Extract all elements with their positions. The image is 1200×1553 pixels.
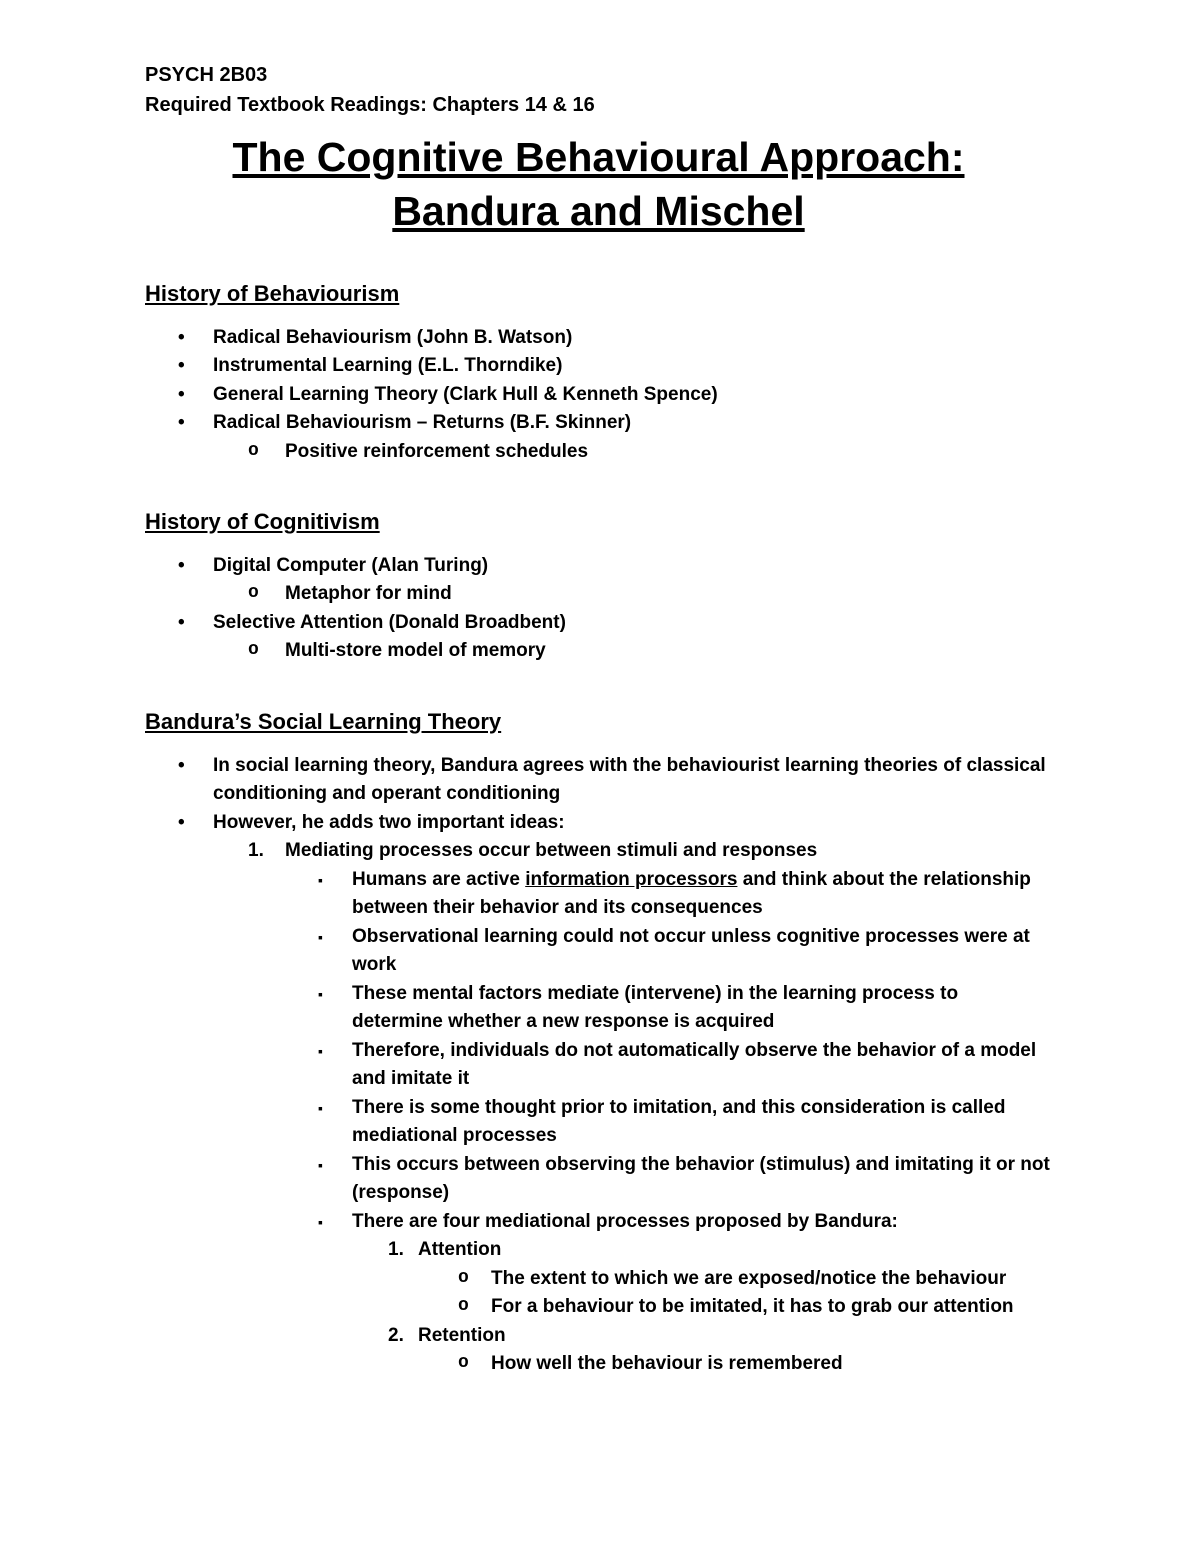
readings-line: Required Textbook Readings: Chapters 14 & 16 (145, 94, 595, 116)
list-item (178, 409, 1052, 438)
doc-header (145, 60, 1052, 120)
list-item-text: Therefore, individuals do not automatically observe the behavior of a model and imitate it (352, 1039, 1037, 1089)
bullet-marker: • (178, 611, 185, 633)
number-marker: 1. (248, 840, 264, 861)
list-item (458, 1265, 1052, 1294)
bullet-marker: • (178, 554, 185, 576)
bullet-marker: • (178, 412, 185, 434)
document-title-line-2: Bandura and Mischel (392, 188, 805, 235)
list-item-text: Instrumental Learning (E.L. Thorndike) (213, 355, 563, 377)
list-item (388, 1322, 1052, 1351)
sections-container (145, 280, 1052, 1378)
list-item (178, 609, 1052, 638)
square-marker: ▪ (318, 871, 323, 888)
list-item-text: In social learning theory, Bandura agrees with the behaviourist learning theories of classical conditioning and operant conditioning (213, 754, 1046, 804)
list-item (178, 809, 1052, 838)
list-item-text: Radical Behaviourism – Returns (B.F. Skinner) (213, 412, 632, 434)
square-marker: ▪ (318, 1156, 323, 1173)
list-item (318, 1094, 1052, 1151)
section-heading: History of Cognitivism (145, 509, 380, 535)
document-title (145, 130, 1052, 238)
bullet-marker: • (178, 754, 185, 776)
list-item-text: There is some thought prior to imitation, and this consideration is called mediational processes (352, 1096, 1006, 1146)
list-item-text: Metaphor for mind (285, 583, 452, 605)
list-item-text: This occurs between observing the behavior (stimulus) and imitating it or not (response) (352, 1153, 1050, 1203)
list-item-text: Multi-store model of memory (285, 640, 546, 662)
circle-marker: o (458, 1296, 469, 1316)
text-segment: Humans are active (352, 868, 526, 890)
square-marker: ▪ (318, 1042, 323, 1059)
list-item (318, 1151, 1052, 1208)
list-item (178, 381, 1052, 410)
square-marker: ▪ (318, 1213, 323, 1230)
list-item-text: These mental factors mediate (intervene) in the learning process to determine whether a new response is acquired (352, 982, 959, 1032)
document-section (145, 508, 1052, 666)
list-item-text: Retention (418, 1324, 506, 1346)
square-marker: ▪ (318, 985, 323, 1002)
list-item-text: Radical Behaviourism (John B. Watson) (213, 326, 573, 348)
list-item (458, 1350, 1052, 1379)
list-item-text: How well the behaviour is remembered (491, 1353, 843, 1374)
number-marker: 2. (388, 1324, 404, 1346)
list-item-text (352, 866, 1052, 923)
document-section (145, 708, 1052, 1379)
document-section (145, 280, 1052, 466)
list-item (178, 352, 1052, 381)
bullet-marker: • (178, 811, 185, 833)
square-marker: ▪ (318, 928, 323, 945)
list-item-text: However, he adds two important ideas: (213, 811, 565, 833)
list-item-text: General Learning Theory (Clark Hull & Kenneth Spence) (213, 383, 718, 405)
course-code: PSYCH 2B03 (145, 64, 268, 86)
circle-marker: o (248, 640, 259, 661)
list-item (178, 324, 1052, 353)
list-item-text: Attention (418, 1239, 502, 1260)
circle-marker: o (248, 440, 259, 461)
list-item (248, 580, 1052, 609)
list-item-text: Selective Attention (Donald Broadbent) (213, 611, 566, 633)
list-item (388, 1236, 1052, 1265)
square-marker: ▪ (318, 1099, 323, 1116)
list-item (318, 923, 1052, 980)
number-marker: 1. (388, 1239, 404, 1260)
list-item-text: Positive reinforcement schedules (285, 440, 589, 462)
list-item (248, 637, 1052, 666)
text-segment: and think about the relationship between their behavior and its consequences (352, 868, 1031, 918)
bullet-marker: • (178, 355, 185, 377)
circle-marker: o (458, 1267, 469, 1288)
list-item-text: The extent to which we are exposed/notice the behaviour (491, 1267, 1007, 1289)
list-item-text: For a behaviour to be imitated, it has to grab our attention (491, 1296, 1014, 1317)
bullet-marker: • (178, 383, 185, 405)
list-item (458, 1293, 1052, 1322)
section-heading: History of Behaviourism (145, 281, 400, 307)
list-item-text: Digital Computer (Alan Turing) (213, 554, 489, 576)
list-item (178, 552, 1052, 581)
section-heading: Bandura’s Social Learning Theory (145, 708, 502, 734)
circle-marker: o (458, 1353, 469, 1373)
list-item-text: Observational learning could not occur unless cognitive processes were at work (352, 925, 1030, 975)
document-title-line-1: The Cognitive Behavioural Approach: (232, 134, 965, 180)
bullet-marker: • (178, 326, 185, 348)
list-item (178, 752, 1052, 809)
list-item (248, 837, 1052, 866)
list-item (318, 866, 1052, 923)
underlined-term: information processors (525, 868, 738, 890)
list-item-text: There are four mediational processes proposed by Bandura: (352, 1210, 898, 1232)
list-item (248, 438, 1052, 467)
list-item (318, 980, 1052, 1037)
circle-marker: o (248, 583, 259, 604)
list-item (318, 1208, 1052, 1237)
list-item (318, 1037, 1052, 1094)
list-item-text: Mediating processes occur between stimuli and responses (285, 840, 818, 861)
